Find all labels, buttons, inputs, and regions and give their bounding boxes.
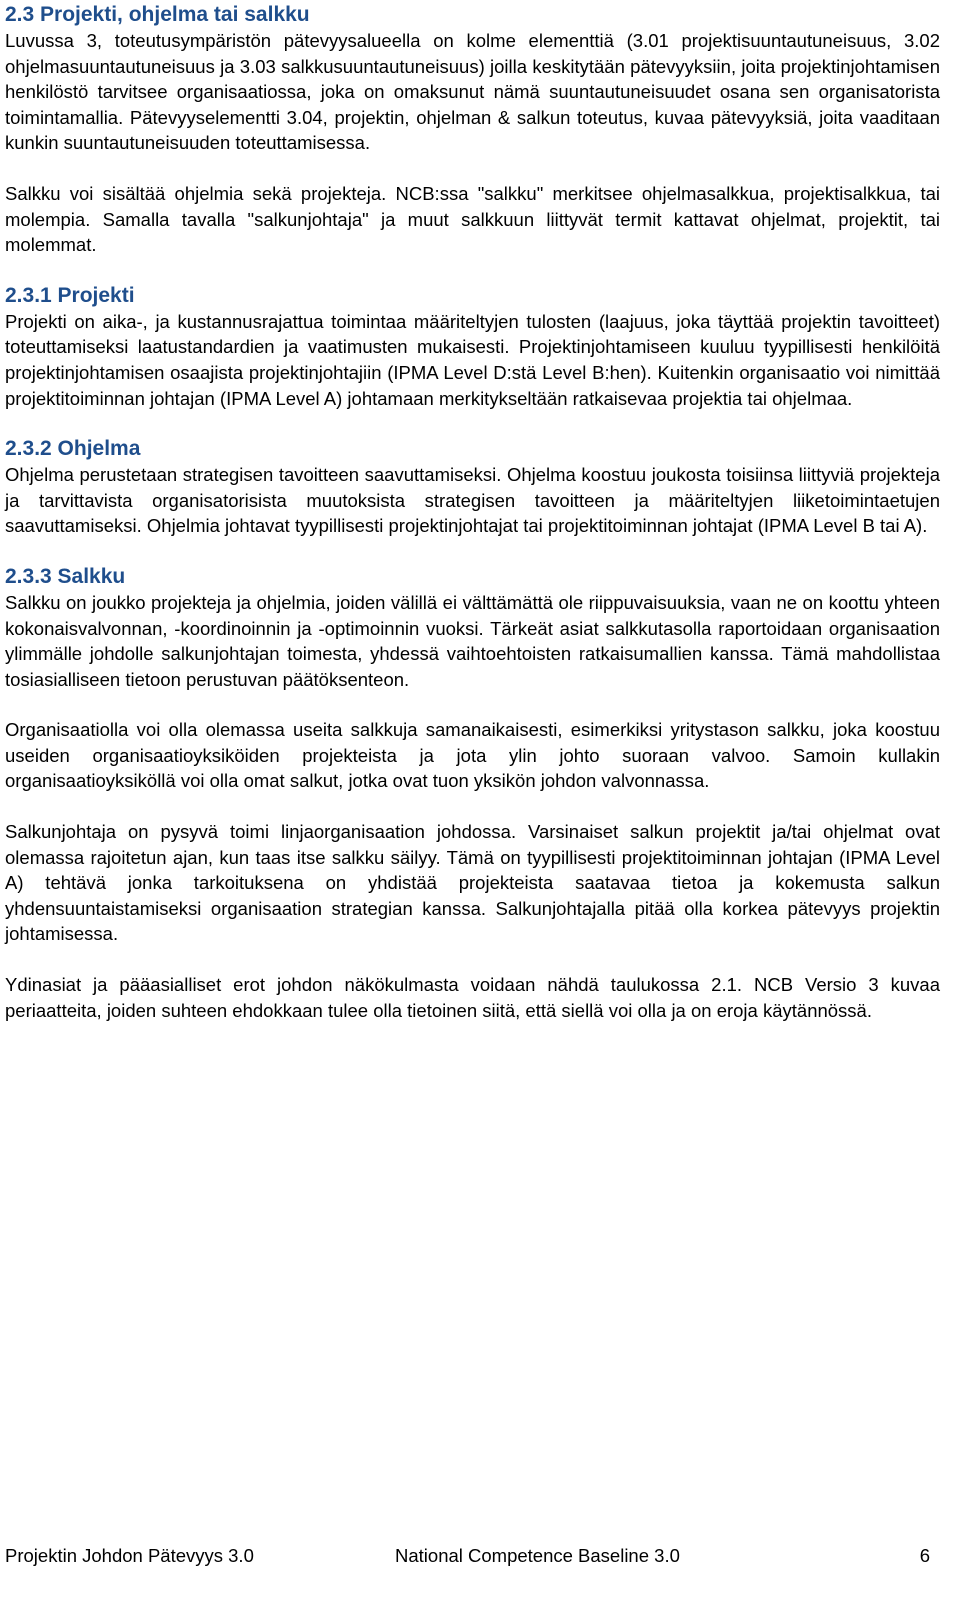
page-number: 6 xyxy=(919,1545,930,1566)
subsection-paragraph: Projekti on aika-, ja kustannusrajattua toimintaa määriteltyjen tulosten (laajuus, joka täyttää projektin tavoitteet) toteuttamiseksi laatustandardien ja vaatimusten mukaisesti. Projektinjohtamiseen kuuluu tyypillisesti henkilöitä projektinjohtamisen osaajista projektinjohtajiin (IPMA Level D:stä Level B:hen). Kuitenkin organisaatio voi nimittää projektitoiminnan johtajan (IPMA Level A) johtamaan merkitykseltään ratkaisevaa projektia tai ohjelmaa. xyxy=(5,310,940,409)
page-footer xyxy=(5,1544,930,1568)
footer-baseline-title: National Competence Baseline 3.0 xyxy=(395,1545,680,1566)
subsection-title-projekti: 2.3.1 Projekti xyxy=(5,283,135,307)
footer-document-title: Projektin Johdon Pätevyys 3.0 xyxy=(5,1545,254,1566)
section-paragraph: Luvussa 3, toteutusympäristön pätevyysalueella on kolme elementtiä (3.01 projektisuuntautuneisuus, 3.02 ohjelmasuuntautuneisuus ja 3.03 salkkusuuntautuneisuus) joilla keskitytään pätevyyksiin, joita projektinjohtamisen henkilöstö tarvitsee organisaatiossa, joka on omaksunut nämä suuntautuneisuudet osana sen organisatorista toimintamallia. Pätevyyselementti 3.04, projektin, ohjelman & salkun toteutus, kuvaa pätevyyksiä, joita vaaditaan kunkin suuntautuneisuuden toteuttamisessa. xyxy=(5,30,940,154)
section-paragraph: Salkku voi sisältää ohjelmia sekä projekteja. NCB:ssa "salkku" merkitsee ohjelmasalkkua, projektisalkkua, tai molempia. Samalla tavalla "salkunjohtaja" ja muut salkkuun liittyvät termit kattavat ohjelmat, projektit, tai molemmat. xyxy=(5,182,940,256)
subsection-paragraph: Ohjelma perustetaan strategisen tavoitteen saavuttamiseksi. Ohjelma koostuu joukosta toisiinsa liittyviä projekteja ja tarvittavista organisatorisista muutoksista strategisen tavoitteen ja määriteltyjen liiketoimintaetujen saavuttamiseksi. Ohjelmia johtavat tyypillisesti projektinjohtajat tai projektitoiminnan johtajat (IPMA Level B tai A). xyxy=(5,464,940,537)
subsection-paragraph: Salkunjohtaja on pysyvä toimi linjaorganisaation johdossa. Varsinaiset salkun projektit ja/tai ohjelmat ovat olemassa rajoitetun ajan, kun taas itse salkku säilyy. Tämä on tyypillisesti projektitoiminnan johtajan (IPMA Level A) tehtävä jonka tarkoituksena on yhdistää projekteista saatavaa tietoa ja kokemusta salkun yhdensuuntaistamiseksi organisaation strategian kanssa. Salkunjohtajalla pitää olla korkea pätevyys projektin johtamisessa. xyxy=(5,821,940,945)
subsection-title-ohjelma: 2.3.2 Ohjelma xyxy=(5,437,141,461)
subsection-paragraph: Ydinasiat ja pääasialliset erot johdon näkökulmasta voidaan nähdä taulukossa 2.1. NCB Versio 3 kuvaa periaatteita, joiden suhteen ehdokkaan tulee olla tietoinen siitä, että siellä voi olla ja on eroja käytännössä. xyxy=(5,974,940,1021)
document-page xyxy=(5,0,940,1023)
subsection-title-salkku: 2.3.3 Salkku xyxy=(5,564,126,588)
section-title: 2.3 Projekti, ohjelma tai salkku xyxy=(5,3,310,26)
subsection-paragraph: Organisaatiolla voi olla olemassa useita salkkuja samanaikaisesti, esimerkiksi yritystason salkku, joka koostuu useiden organisaatioyksiköiden projekteista ja jota ylin johto suoraan valvoo. Samoin kullakin organisaatioyksiköllä voi olla omat salkut, jotka ovat tuon yksikön johdon valvonnassa. xyxy=(5,719,940,792)
subsection-paragraph: Salkku on joukko projekteja ja ohjelmia, joiden välillä ei välttämättä ole riippuvaisuuksia, vaan ne on koottu yhteen kokonaisvalvonnan, -koordinoinnin ja -optimoinnin vuoksi. Tärkeät asiat salkkutasolla raportoidaan organisaation ylimmälle johdolle salkunjohtajan toimesta, yhdessä vaihtoehtoisten ratkaisumallien kanssa. Tämä mahdollistaa tosiasialliseen tietoon perustuvan päätöksenteon. xyxy=(5,591,940,690)
